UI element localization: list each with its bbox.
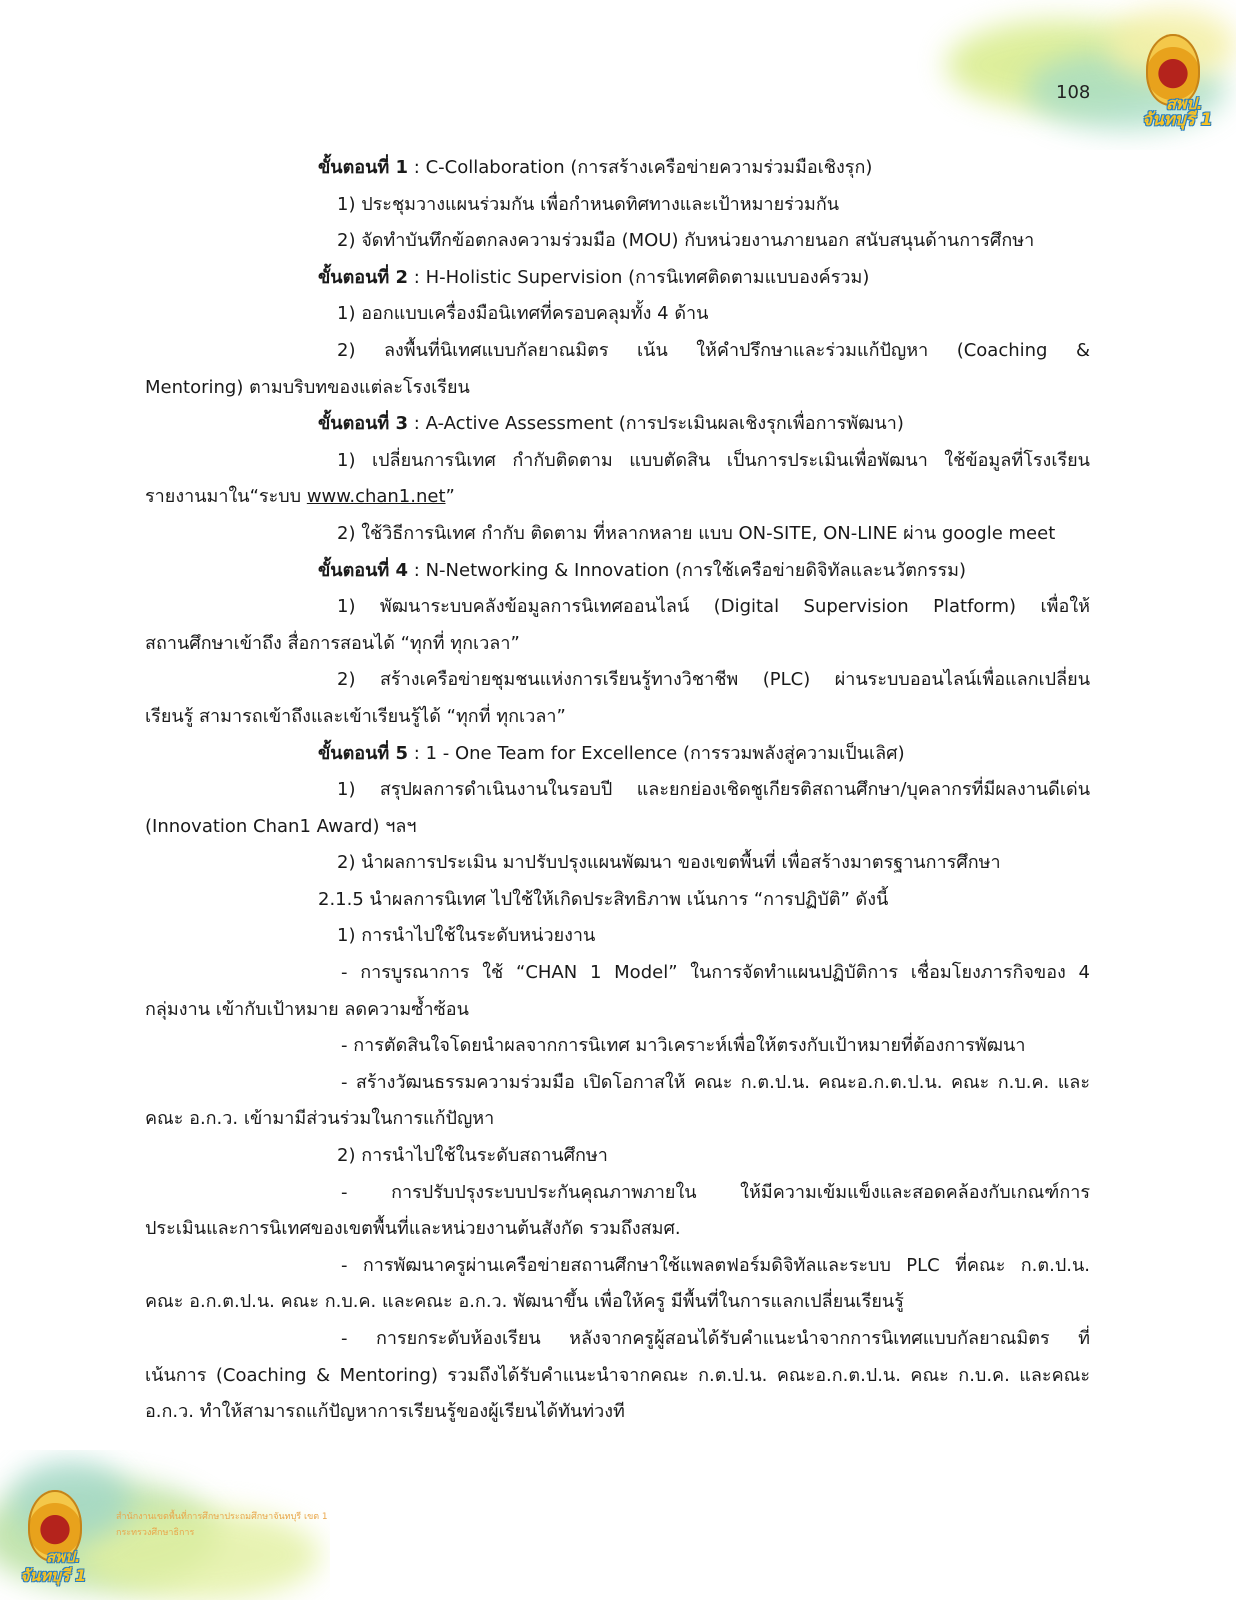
section-heading: 2.1.5 นำผลการนิเทศ ไปใช้ให้เกิดประสิทธิภาพ เน้นการ “การปฏิบัติ” ดังนี้ [318,888,889,910]
paragraph-line: Mentoring) ตามบริบทของแต่ละโรงเรียน [145,376,470,398]
step-label: ขั้นตอนที่ 5 [318,742,409,764]
line-text: ” [445,486,455,508]
paragraph-line: 1) ออกแบบเครื่องมือนิเทศที่ครอบคลุมทั้ง 4 ด้าน [337,303,709,325]
paragraph-line: - การยกระดับห้องเรียน หลังจากครูผู้สอนได้รับคำแนะนำจากการนิเทศแบบกัลยาณมิตร ที่ [341,1328,1090,1349]
paragraph-line: 1) สรุปผลการดำเนินงานในรอบปี และยกย่องเชิดชูเกียรติสถานศึกษา/บุคลากรที่มีผลงานดีเด่น [337,779,1090,801]
paragraph-line: คณะ อ.ก.ต.ป.น. คณะ ก.บ.ค. และคณะ อ.ก.ว. พัฒนาขึ้น เพื่อให้ครู มีพื้นที่ในการแลกเปลี่ยนเรียนรู้ [145,1291,904,1313]
header-decoration [906,0,1236,150]
paragraph-line: อ.ก.ว. ทำให้สามารถแก้ปัญหาการเรียนรู้ของผู้เรียนได้ทันท่วงที [145,1401,625,1423]
office-name-line2: กระทรวงศึกษาธิการ [116,1528,195,1538]
step-5-heading [145,736,1090,773]
paragraph-line: 2) ลงพื้นที่นิเทศแบบกัลยาณมิตร เน้น ให้คำปรึกษาและร่วมแก้ปัญหา (Coaching & [337,339,1090,361]
step-label: ขั้นตอนที่ 3 [318,413,409,435]
paragraph-line: 1) ประชุมวางแผนร่วมกัน เพื่อกำหนดทิศทางและเป้าหมายร่วมกัน [337,193,840,215]
logo-line1: สพป. [1166,94,1203,113]
paragraph-line [145,479,1090,516]
logo-line2: จันทบุรี 1 [1142,110,1213,130]
step-title: : 1 - One Team for Excellence (การรวมพลังสู่ความเป็นเลิศ) [408,742,905,764]
step-2-heading [145,260,1090,297]
paragraph-line: - การปรับปรุงระบบประกันคุณภาพภายใน ให้มีความเข้มแข็งและสอดคล้องกับเกณฑ์การ [341,1181,1090,1203]
document-body [145,150,1090,1431]
step-title: : C-Collaboration (การสร้างเครือข่ายความร่วมมือเชิงรุก) [408,157,873,178]
step-title: : A-Active Assessment (การประเมินผลเชิงรุกเพื่อการพัฒนา) [408,413,904,435]
paragraph-line: (Innovation Chan1 Award) ฯลฯ [145,815,417,837]
website-link[interactable]: www.chan1.net [306,486,446,508]
paragraph-line: สถานศึกษาเข้าถึง สื่อการสอนได้ “ทุกที่ ทุกเวลา” [145,632,520,654]
step-label: ขั้นตอนที่ 2 [318,266,409,288]
paragraph-line: - การพัฒนาครูผ่านเครือข่ายสถานศึกษาใช้แพลตฟอร์มดิจิทัลและระบบ PLC ที่คณะ ก.ต.ป.น. [341,1254,1090,1276]
paragraph-line: - สร้างวัฒนธรรมความร่วมมือ เปิดโอกาสให้ คณะ ก.ต.ป.น. คณะอ.ก.ต.ป.น. คณะ ก.บ.ค. และ [341,1071,1090,1093]
line-text: รายงานมาใน“ระบบ [145,486,307,508]
step-3-heading [145,406,1090,443]
paragraph-line: คณะ อ.ก.ว. เข้ามามีส่วนร่วมในการแก้ปัญหา [145,1108,495,1130]
page-number: 108 [1056,82,1091,103]
logo-line1: สพป. [46,1548,81,1566]
step-1-heading [145,150,1090,187]
paragraph-line: - การตัดสินใจโดยนำผลจากการนิเทศ มาวิเคราะห์เพื่อให้ตรงกับเป้าหมายที่ต้องการพัฒนา [341,1035,1026,1057]
paragraph-line: กลุ่มงาน เข้ากับเป้าหมาย ลดความซ้ำซ้อน [145,998,469,1020]
paragraph-line: - การบูรณาการ ใช้ “CHAN 1 Model” ในการจัดทำแผนปฏิบัติการ เชื่อมโยงภารกิจของ 4 [341,962,1090,984]
paragraph-line: 2) จัดทำบันทึกข้อตกลงความร่วมมือ (MOU) กับหน่วยงานภายนอก สนับสนุนด้านการศึกษา [337,230,1035,252]
footer-decoration [0,1450,330,1600]
paragraph-line: 2) ใช้วิธีการนิเทศ กำกับ ติดตาม ที่หลากหลาย แบบ ON-SITE, ON-LINE ผ่าน google meet [337,522,1056,544]
paragraph-line: 2) นำผลการประเมิน มาปรับปรุงแผนพัฒนา ของเขตพื้นที่ เพื่อสร้างมาตรฐานการศึกษา [337,852,1001,874]
office-name-line1: สำนักงานเขตพื้นที่การศึกษาประถมศึกษาจันทบุรี เขต 1 [116,1512,328,1522]
step-title: : N-Networking & Innovation (การใช้เครือข่ายดิจิทัลและนวัตกรรม) [408,559,967,581]
paragraph-line: ประเมินและการนิเทศของเขตพื้นที่และหน่วยงานต้นสังกัด รวมถึงสมศ. [145,1218,681,1240]
logo-line2: จันทบุรี 1 [20,1566,87,1585]
step-label: ขั้นตอนที่ 1 [318,157,409,178]
paragraph-line: 1) พัฒนาระบบคลังข้อมูลการนิเทศออนไลน์ (Digital Supervision Platform) เพื่อให้ [337,596,1090,618]
step-title: : H-Holistic Supervision (การนิเทศติดตามแบบองค์รวม) [408,266,870,288]
step-4-heading [145,553,1090,590]
paragraph-line: 1) เปลี่ยนการนิเทศ กำกับติดตาม แบบตัดสิน เป็นการประเมินเพื่อพัฒนา ใช้ข้อมูลที่โรงเรียน [337,449,1090,471]
paragraph-line: 2) สร้างเครือข่ายชุมชนแห่งการเรียนรู้ทางวิชาชีพ (PLC) ผ่านระบบออนไลน์เพื่อแลกเปลี่ยน [337,669,1090,691]
paragraph-line: เรียนรู้ สามารถเข้าถึงและเข้าเรียนรู้ได้ “ทุกที่ ทุกเวลา” [145,705,566,727]
paragraph-line: 1) การนำไปใช้ในระดับหน่วยงาน [337,925,596,947]
step-label: ขั้นตอนที่ 4 [318,559,409,581]
paragraph-line: เน้นการ (Coaching & Mentoring) รวมถึงได้รับคำแนะนำจากคณะ ก.ต.ป.น. คณะอ.ก.ต.ป.น. คณะ ก.บ.ค. และคณะ [145,1364,1090,1386]
paragraph-line: 2) การนำไปใช้ในระดับสถานศึกษา [337,1145,608,1167]
